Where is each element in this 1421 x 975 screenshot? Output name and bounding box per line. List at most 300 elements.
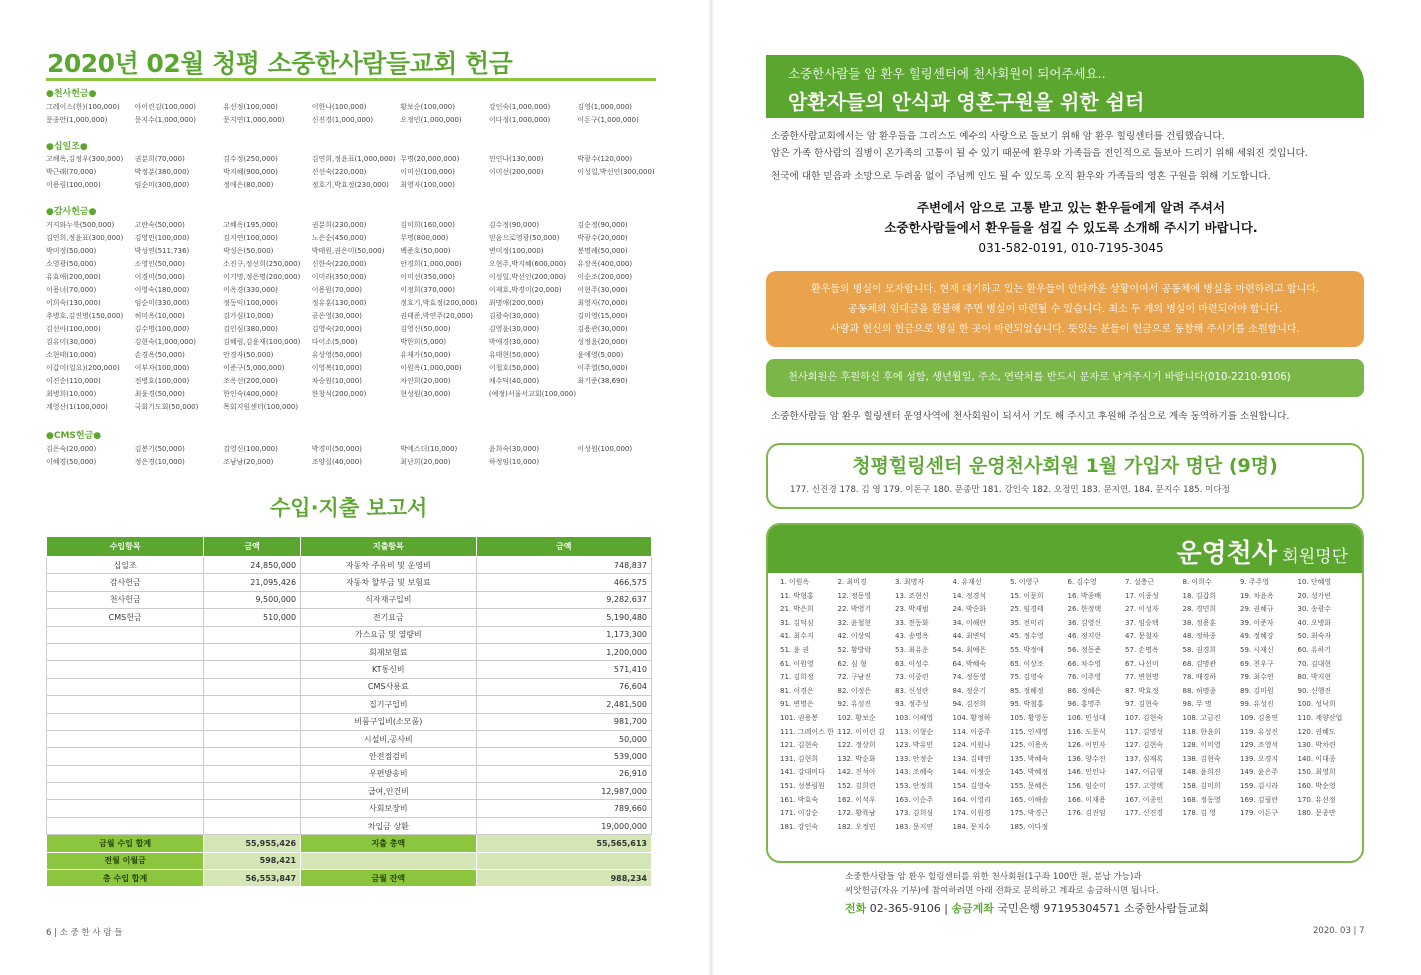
honor-member: 127. 김현숙 (1125, 741, 1164, 750)
honor-member: 107. 김현숙 (1125, 713, 1164, 722)
honor-member: 36. 김영신 (1067, 618, 1102, 627)
grand-total: 56,553,847 (204, 870, 301, 887)
right-page (711, 0, 1421, 975)
income-amount (204, 626, 301, 643)
honor-member: 182. 오정민 (837, 822, 876, 831)
honor-member: 24. 박순화 (952, 605, 987, 614)
donor-entry: 정동익(100,000) (223, 299, 278, 307)
honor-member: 29. 권혜규 (1240, 605, 1274, 614)
honor-member: 176. 김진임 (1067, 809, 1106, 818)
donor-entry: (예정)서울서교회(100,000) (488, 390, 577, 398)
donor-entry: 목회지원센터(100,000) (223, 403, 299, 411)
donor-entry: 박태원,권은미(50,000) (311, 247, 385, 255)
honor-member: 103. 이혜영 (895, 713, 934, 722)
banner-subtitle: 소중한사람들 암 환우 힐링센터에 천사회원이 되어주세요.. (788, 66, 1106, 81)
expense-amount: 9,282,637 (476, 591, 651, 608)
income-item (47, 661, 204, 678)
banner-title: 암환자들의 안식과 영혼구원을 위한 쉼터 (788, 90, 1145, 114)
honor-member: 161. 박효숙 (780, 795, 819, 804)
donor-entry: 추병호,김진명(150,000) (46, 312, 124, 320)
honor-member: 45. 정수영 (1010, 632, 1044, 641)
separator: | (944, 902, 952, 915)
donor-entry: 무명(800,000) (400, 234, 449, 242)
donor-entry: 정유훈(130,000) (311, 299, 367, 307)
honor-member: 167. 이종인 (1125, 795, 1164, 804)
donor-entry: 한창식(200,000) (311, 390, 367, 398)
left-page (0, 0, 710, 975)
income-item (47, 800, 204, 817)
donor-entry: 김연희,정윤표(1,000,000) (311, 155, 396, 163)
honor-member: 102. 황보순 (837, 713, 876, 722)
donor-entry: 박정분(380,000) (134, 168, 190, 176)
income-item: 감사헌금 (47, 574, 204, 591)
income-item (47, 643, 204, 660)
expense-amount: 1,200,000 (476, 643, 651, 660)
donor-entry: 이미라(350,000) (311, 273, 367, 281)
table-row (47, 800, 652, 817)
expense-amount: 2,481,500 (476, 696, 651, 713)
honor-member: 159. 김시라 (1240, 781, 1279, 790)
donor-entry: 정애은(80,000) (223, 181, 274, 189)
expense-item: KT통신비 (301, 661, 476, 678)
honor-member: 184. 문지수 (952, 822, 991, 831)
donation-note (845, 870, 1159, 898)
donor-entry: 김광숙(30,000) (488, 312, 540, 320)
honor-member: 166. 이재용 (1067, 795, 1106, 804)
donor-entry: 공은영(30,000) (311, 312, 362, 320)
income-amount (204, 643, 301, 660)
balance-label: 금월 잔액 (301, 870, 476, 887)
honor-member: 163. 이순주 (895, 795, 934, 804)
honor-member: 64. 박혜숙 (952, 659, 987, 668)
totals-row-3 (47, 870, 652, 887)
table-row (47, 748, 652, 765)
honor-member: 139. 오경지 (1240, 754, 1279, 763)
income-amount (204, 696, 301, 713)
tel-label: 전화 (845, 902, 867, 915)
table-row (47, 557, 652, 574)
honor-member: 156. 임순미 (1067, 781, 1106, 790)
honor-member: 56. 정동준 (1067, 645, 1102, 654)
honor-member: 151. 성봉림원 (780, 781, 825, 790)
donor-entry: 유태현(50,000) (488, 351, 540, 359)
honor-member: 1. 이원옥 (780, 578, 810, 586)
income-amount: 21,095,426 (204, 574, 301, 591)
donor-entry: 성정윤(20,000) (577, 338, 628, 346)
honor-member: 132. 박순화 (837, 754, 876, 763)
honor-member: 44. 최변덕 (952, 632, 987, 641)
honor-member: 21. 박은희 (780, 605, 814, 614)
referral-callout (771, 198, 1371, 258)
donor-entry: 고란숙(50,000) (134, 221, 185, 229)
tel-number: 02-365-9106 (869, 902, 941, 915)
honor-member: 172. 황륙남 (837, 809, 876, 818)
donor-entry: 이성일,박선인(200,000) (488, 273, 567, 281)
donor-entry: 이준구(5,000,000) (223, 364, 285, 372)
donor-entry: 김순정(90,000) (577, 221, 628, 229)
honor-member: 62. 심 형 (837, 659, 867, 668)
donor-entry: 이주열(50,000) (577, 364, 628, 372)
expense-amount: 789,660 (476, 800, 651, 817)
donor-entry: 김봉기(50,000) (134, 445, 185, 453)
donor-entry: 이옥경(330,000) (223, 286, 278, 294)
donor-entry: 이갑미(일요)(200,000) (46, 364, 120, 372)
donor-entry: 박경미(50,000) (311, 445, 362, 453)
section-label-thanks: ●감사헌금● (46, 207, 97, 217)
honor-member: 174. 이원경 (952, 809, 991, 818)
honor-member: 134. 김태연 (952, 754, 991, 763)
honor-member: 70. 김대현 (1297, 659, 1332, 668)
honor-member: 53. 최유운 (895, 645, 929, 654)
honor-member: 113. 이형순 (895, 727, 934, 736)
donor-entry: 윤애영(5,000) (577, 351, 624, 359)
offering-title: 2020년 02월 청평 소중한사람들교회 헌금 (47, 49, 513, 78)
honor-member: 38. 정용훈 (1182, 618, 1217, 627)
expense-item: 시설비,공사비 (301, 730, 476, 747)
donor-entry: 무명(20,000,000) (400, 155, 460, 163)
donor-entry: 아이린김(100,000) (134, 103, 197, 111)
table-row (47, 817, 652, 834)
table-row (47, 696, 652, 713)
donor-entry: 김영(1,000,000) (577, 103, 633, 111)
income-amount: 510,000 (204, 609, 301, 626)
donor-entry: 김영윤(30,000) (488, 325, 540, 333)
honor-member: 123. 박유민 (895, 741, 934, 750)
page-footer-right: 2020. 03 | 7 (1313, 926, 1365, 936)
donor-entry: 김미영(15,000) (577, 312, 628, 320)
honor-member: 51. 윤 권 (780, 645, 810, 654)
carry-amount: 598,421 (204, 852, 301, 869)
honor-member: 131. 김현희 (780, 754, 819, 763)
grand-total-label: 총 수입 합계 (47, 870, 204, 887)
donor-entry: 이미선(350,000) (400, 273, 455, 281)
honor-member: 63. 이성수 (895, 659, 929, 668)
honor-member: 20. 성가빈 (1297, 591, 1332, 600)
honor-member: 92. 유성진 (837, 700, 872, 709)
expense-item: 식자재구입비 (301, 591, 476, 608)
donor-entry: 유효애(200,000) (46, 273, 101, 281)
honor-member: 150. 최영희 (1297, 768, 1336, 777)
honor-member: 173. 김희심 (895, 809, 934, 818)
honor-member: 169. 김필란 (1240, 795, 1279, 804)
expense-amount: 466,575 (476, 574, 651, 591)
honor-member: 114. 이중주 (952, 727, 991, 736)
donor-entry: 소현태(10,000) (46, 351, 97, 359)
honor-member: 48. 정하종 (1182, 632, 1217, 641)
thanks-offering-list (46, 219, 666, 414)
donor-entry: 김용관(30,000) (577, 325, 628, 333)
honor-member: 162. 이석우 (837, 795, 876, 804)
honor-member: 60. 유하기 (1297, 645, 1332, 654)
donor-entry: 오정민(1,000,000) (400, 116, 462, 124)
honor-member: 99. 유성진 (1240, 700, 1274, 709)
donor-entry: 임순미(330,000) (134, 299, 190, 307)
honor-member: 146. 민인나 (1067, 768, 1106, 777)
income-amount: 24,850,000 (204, 557, 301, 574)
donor-entry: 박미정(50,000) (46, 247, 97, 255)
table-row (47, 783, 652, 800)
donor-entry: 김은숙(20,000) (46, 445, 97, 453)
honor-roll-title (1176, 533, 1348, 570)
account-number: 국민은행 97195304571 소중한사람들교회 (997, 902, 1209, 915)
donor-entry: 현성원(30,000) (400, 390, 451, 398)
honor-member: 124. 이원나 (952, 741, 991, 750)
expense-item: 전기요금 (301, 609, 476, 626)
honor-roll-header (768, 525, 1362, 573)
donor-entry: 정호기,박효정(200,000) (400, 299, 478, 307)
honor-member: 97. 김현숙 (1125, 700, 1159, 709)
callout-phone: 031-582-0191, 010-7195-3045 (978, 241, 1164, 255)
honor-member: 81. 이경은 (780, 686, 814, 695)
income-amount (204, 748, 301, 765)
expense-item: 집기구입비 (301, 696, 476, 713)
honor-member: 86. 정혜은 (1067, 686, 1102, 695)
honor-member: 19. 차윤옥 (1240, 591, 1274, 600)
honor-member: 126. 이민자 (1067, 741, 1106, 750)
honor-member: 120. 권혜도 (1297, 727, 1336, 736)
donor-entry: 김유미(30,000) (46, 338, 97, 346)
donor-entry: 이철호(50,000) (488, 364, 540, 372)
honor-member: 17. 이종성 (1125, 591, 1159, 600)
donor-entry: 이돈구(1,000,000) (577, 116, 639, 124)
donor-entry: 임순미(300,000) (134, 181, 190, 189)
income-item (47, 765, 204, 782)
income-item (47, 696, 204, 713)
honor-member: 32. 윤철현 (837, 618, 872, 627)
donor-entry: 최기준(38,690) (577, 377, 628, 385)
income-item (47, 817, 204, 834)
donor-entry: 이기명,정은명(200,000) (223, 273, 301, 281)
donor-entry: 신선숙(220,000) (311, 168, 367, 176)
donor-entry: 김수정(250,000) (223, 155, 278, 163)
donor-entry: 이정희(370,000) (400, 286, 455, 294)
honor-member: 66. 차수영 (1067, 659, 1102, 668)
income-amount (204, 783, 301, 800)
donor-entry: 차승원(10,000) (311, 377, 362, 385)
honor-member: 119. 유성진 (1240, 727, 1279, 736)
honor-member: 118. 한윤희 (1182, 727, 1221, 736)
donor-entry: 이혜경(50,000) (46, 458, 97, 466)
donor-entry: 전병호(100,000) (134, 377, 190, 385)
callout-line-2: 소중한사람들에서 환우들을 섬길 수 있도록 소개해 주시기 바랍니다. (884, 220, 1258, 235)
page-footer-left: 6 | 소 중 한 사 람 들 (46, 928, 123, 938)
donor-entry: 한인숙(400,000) (223, 390, 278, 398)
honor-member: 138. 김현숙 (1182, 754, 1221, 763)
donor-entry: 박한희(5,000) (400, 338, 447, 346)
honor-member: 30. 송광수 (1297, 605, 1332, 614)
honor-member: 168. 정동영 (1182, 795, 1221, 804)
honor-member: 141. 강대비다 (780, 768, 825, 777)
honor-member: 145. 박혜정 (1010, 768, 1049, 777)
table-row (47, 626, 652, 643)
honor-member: 15. 이문희 (1010, 591, 1044, 600)
donor-entry: 이용림(100,000) (46, 181, 101, 189)
income-expense-table (46, 536, 652, 887)
income-amount (204, 661, 301, 678)
honor-member: 82. 이정은 (837, 686, 872, 695)
appeal-line-2: 공동체의 임대금을 환불해 주면 병실이 마련될 수 있습니다. 최소 두 개의 병실이 마련되어야 합니다. (847, 304, 1283, 315)
donor-entry: 김인심(380,000) (223, 325, 278, 333)
balance-amount: 988,234 (476, 870, 651, 887)
honor-member: 3. 최명자 (895, 578, 925, 586)
table-row (47, 730, 652, 747)
honor-member: 179. 이돈구 (1240, 809, 1279, 818)
honor-member: 88. 허명종 (1182, 686, 1217, 695)
expense-amount: 981,700 (476, 713, 651, 730)
empty-cell (301, 852, 476, 869)
donor-entry: 박애경(30,000) (488, 338, 540, 346)
honor-member: 154. 김영숙 (952, 781, 991, 790)
expense-amount: 12,987,000 (476, 783, 651, 800)
honor-member: 31. 김덕심 (780, 618, 814, 627)
honor-member: 27. 이성자 (1125, 605, 1159, 614)
honor-member: 34. 이해란 (952, 618, 987, 627)
donor-entry: 유선정(100,000) (223, 103, 278, 111)
honor-member: 57. 손명옥 (1125, 645, 1159, 654)
expense-amount: 50,000 (476, 730, 651, 747)
donor-entry: 허미옥(10,000) (134, 312, 185, 320)
donor-entry: 김영신(100,000) (223, 445, 278, 453)
honor-member: 73. 이중련 (895, 673, 929, 682)
cms-offering-list (46, 443, 666, 469)
expense-amount: 5,190,480 (476, 609, 651, 626)
honor-member: 98. 무 명 (1182, 700, 1212, 709)
donor-entry: 최병희(10,000) (46, 390, 97, 398)
honor-member: 130. 박차련 (1297, 741, 1336, 750)
donor-entry: 이다정(1,000,000) (488, 116, 551, 124)
note-line-2: 씨앗헌금(자유 기부)에 참여하려면 아래 전화로 문의하고 계좌로 송금하시면 됩니다. (845, 886, 1159, 896)
expense-amount: 571,410 (476, 661, 651, 678)
honor-member: 54. 최예은 (952, 645, 987, 654)
honor-member: 175. 박경근 (1010, 809, 1049, 818)
donor-entry: 조옥선(200,000) (223, 377, 278, 385)
table-row (47, 765, 652, 782)
honor-member: 5. 이영구 (1010, 578, 1040, 586)
honor-member: 67. 나선미 (1125, 659, 1159, 668)
donor-entry: 이현주(30,000) (577, 286, 628, 294)
honor-member: 111. 그레이스 한 (780, 727, 834, 736)
income-amount (204, 713, 301, 730)
honor-member: 68. 김명관 (1182, 659, 1217, 668)
donor-entry: 이영복(10,000) (311, 364, 362, 372)
report-title: 수입·지출 보고서 (270, 496, 428, 520)
donor-entry: 강인숙(1,000,000) (488, 103, 551, 111)
donor-entry: 이부자(100,000) (134, 364, 190, 372)
expense-item: 비품구입비(소모품) (301, 713, 476, 730)
honor-member: 52. 황방락 (837, 645, 872, 654)
expense-amount: 1,173,300 (476, 626, 651, 643)
donor-entry: 유장옥(400,000) (577, 260, 633, 268)
honor-member: 79. 최수연 (1240, 673, 1274, 682)
donor-entry: 믿음으로영광(50,000) (488, 234, 560, 242)
section-label-tithe: ●십일조● (46, 142, 88, 152)
donor-entry: 김수정(90,000) (488, 221, 540, 229)
income-item (47, 626, 204, 643)
donor-entry (577, 388, 666, 401)
honor-member: 39. 이준자 (1240, 618, 1274, 627)
title-underline (46, 78, 656, 81)
angel-member-note: 천사회원은 후원하신 후에 성함, 생년월일, 주소, 연락처를 반드시 문자로 남겨주시기 바랍니다(010-2210-9106) (766, 359, 1364, 397)
appeal-line-1: 환우들의 병실이 모자랍니다. 현재 대기하고 있는 환우들이 안타까운 상황이여서 공동체에 병실을 마련하려고 합니다. (810, 284, 1320, 295)
honor-member: 136. 양수진 (1067, 754, 1106, 763)
honor-member: 16. 박종배 (1067, 591, 1102, 600)
table-row (47, 713, 652, 730)
donor-entry: 김지연(100,000) (223, 234, 278, 242)
honor-member: 87. 박효정 (1125, 686, 1159, 695)
income-amount (204, 765, 301, 782)
expense-amount: 76,604 (476, 678, 651, 695)
callout-line-1: 주변에서 암으로 고통 받고 있는 환우들에게 알려 주셔서 (916, 200, 1226, 215)
honor-title-sub: 회원명단 (1276, 547, 1348, 567)
honor-member: 47. 문철자 (1125, 632, 1159, 641)
honor-member: 110. 계양산업 (1297, 713, 1343, 722)
honor-member: 72. 구남진 (837, 673, 872, 682)
honor-member: 140. 이대종 (1297, 754, 1336, 763)
honor-member: 106. 민성대 (1067, 713, 1106, 722)
honor-member: 91. 변명은 (780, 700, 814, 709)
income-item (47, 678, 204, 695)
honor-member: 178. 김 영 (1182, 809, 1217, 818)
donor-entry: 유재가(50,000) (400, 351, 451, 359)
honor-member: 94. 김진희 (952, 700, 987, 709)
donor-entry: 국회기도회(50,000) (134, 403, 199, 411)
healing-center-banner (766, 55, 1364, 118)
table-row (47, 591, 652, 608)
donor-entry: 권분희(230,000) (311, 221, 367, 229)
donor-entry: 오현주,박지혜(600,000) (488, 260, 567, 268)
donor-entry: 이한나(100,000) (311, 103, 367, 111)
donor-entry: 김연희,정윤표(300,000) (46, 234, 124, 242)
donor-entry: 김영신(50,000) (400, 325, 451, 333)
donor-entry: 계영산(1(100,000) (46, 403, 108, 411)
donor-entry: 이성일,박선인(300,000) (577, 168, 655, 176)
donor-entry: 이원옥(1,000,000) (400, 364, 462, 372)
expense-item: 가스요금 및 열량비 (301, 626, 476, 643)
honor-member: 12. 정동영 (837, 591, 872, 600)
honor-member: 50. 최숙자 (1297, 632, 1332, 641)
honor-member: 93. 정주성 (895, 700, 929, 709)
donor-entry: 박성은(50,000) (223, 247, 274, 255)
honor-member: 71. 김희정 (780, 673, 814, 682)
honor-member: 65. 이상조 (1010, 659, 1044, 668)
income-amount (204, 800, 301, 817)
note-line-1: 소중한사람들 암 환우 힐링센터를 위한 천사회원(1구좌 100만 원, 분납 가능)과 (845, 872, 1142, 882)
donor-entry: 이희숙(130,000) (46, 299, 101, 307)
income-item: 십일조 (47, 557, 204, 574)
table-row (47, 574, 652, 591)
donor-entry: 문지수(1,000,000) (134, 116, 196, 124)
donor-entry: 유상영(50,000) (311, 351, 362, 359)
honor-member: 90. 신행진 (1297, 686, 1332, 695)
donor-entry: 이용원(70,000) (311, 286, 362, 294)
honor-member: 181. 강인숙 (780, 822, 819, 831)
honor-member: 96. 홍명주 (1067, 700, 1102, 709)
donor-entry: 하정임(10,000) (488, 458, 540, 466)
donor-entry: 봉명례(50,000) (577, 247, 628, 255)
col-expense-item: 지출항목 (301, 537, 476, 557)
donor-entry: 이용녀(70,000) (46, 286, 97, 294)
honor-member: 25. 임경태 (1010, 605, 1044, 614)
honor-member: 95. 박철홍 (1010, 700, 1044, 709)
honor-member: 43. 송명옥 (895, 632, 929, 641)
new-members-list: 177. 신진경 178. 김 영 179. 이돈구 180. 문종만 181. 강인숙 182. 오정민 183. 문지연. 184. 문지수 185. 이다정 (790, 485, 1230, 495)
income-amount: 9,500,000 (204, 591, 301, 608)
donor-entry: 채수덕(40,000) (488, 377, 540, 385)
donor-entry: 차인희(20,000) (400, 377, 451, 385)
honor-member: 157. 고영택 (1125, 781, 1164, 790)
honor-roll-box (766, 523, 1364, 863)
honor-member: 101. 권용봉 (780, 713, 819, 722)
